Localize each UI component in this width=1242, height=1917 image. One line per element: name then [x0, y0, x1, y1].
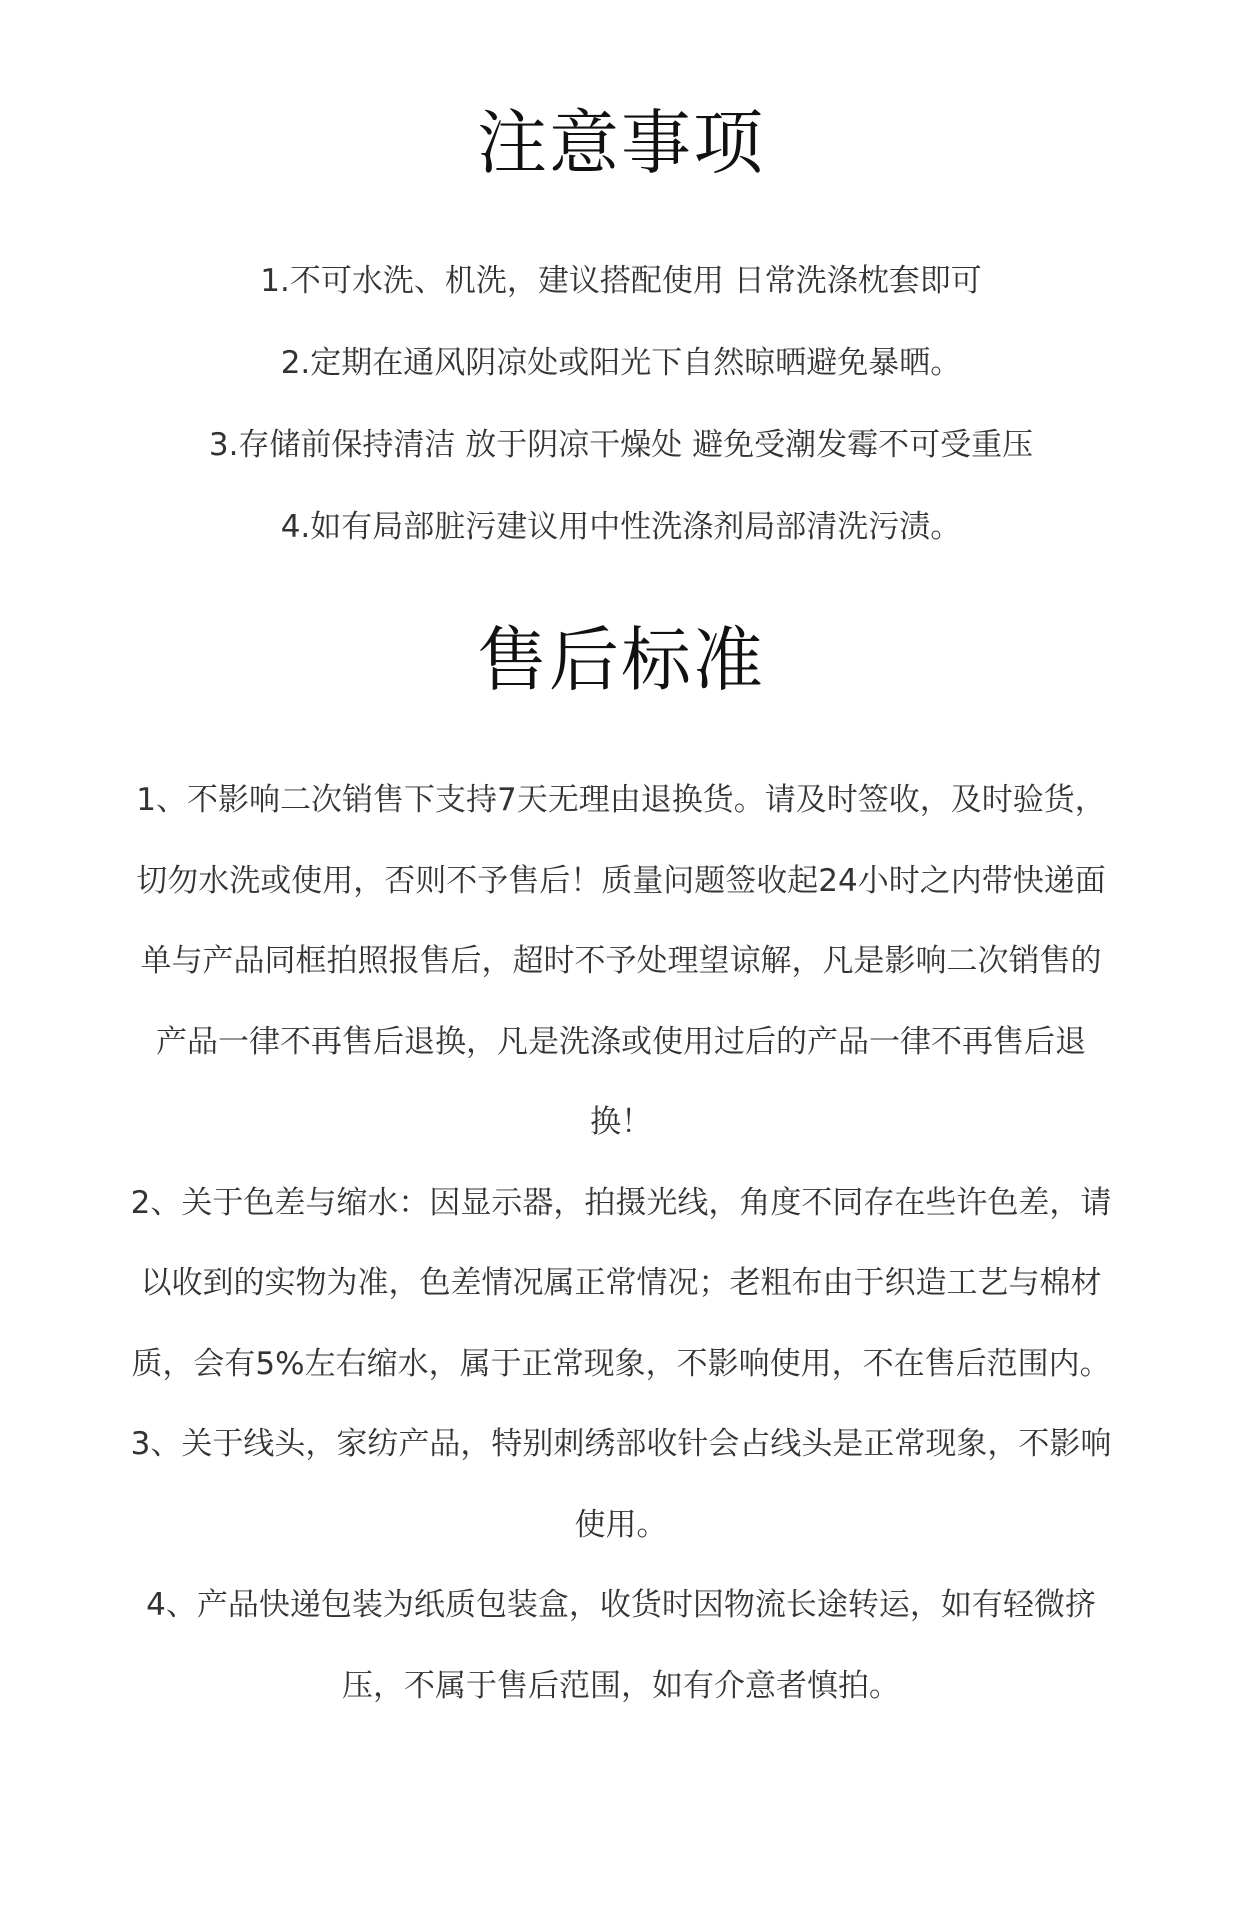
care-title: 注意事项	[477, 102, 765, 184]
care-item: 1.不可水洗、机洗，建议搭配使用 日常洗涤枕套即可	[260, 263, 982, 299]
aftersales-paragraph: 1、不影响二次销售下支持7天无理由退换货。请及时签收，及时验货，切勿水洗或使用，否则不予售后！质量问题签收起24小时之内带快递面单与产品同框拍照报售后，超时不予处理望谅解，凡是影响二次销售的产品一律不再售后退换，凡是洗涤或使用过后的产品一律不再售后退换！	[136, 782, 1106, 1140]
aftersales-body	[130, 760, 1112, 1726]
care-item: 3.存储前保持清洁 放于阴凉干燥处 避免受潮发霉不可受重压	[208, 427, 1034, 463]
aftersales-paragraph: 4、产品快递包装为纸质包装盒，收货时因物流长途转运，如有轻微挤压，不属于售后范围，如有介意者慎拍。	[146, 1587, 1096, 1704]
aftersales-title: 售后标准	[477, 619, 765, 701]
care-list	[0, 240, 1242, 568]
aftersales-paragraph: 2、关于色差与缩水：因显示器，拍摄光线，角度不同存在些许色差，请以收到的实物为准，色差情况属正常情况；老粗布由于织造工艺与棉材质，会有5%左右缩水，属于正常现象，不影响使用，不在售后范围内。	[130, 1184, 1112, 1382]
aftersales-paragraph: 3、关于线头，家纺产品，特别刺绣部收针会占线头是正常现象，不影响使用。	[130, 1426, 1112, 1543]
care-item: 2.定期在通风阴凉处或阳光下自然晾晒避免暴晒。	[280, 345, 962, 381]
care-item: 4.如有局部脏污建议用中性洗涤剂局部清洗污渍。	[280, 509, 962, 545]
